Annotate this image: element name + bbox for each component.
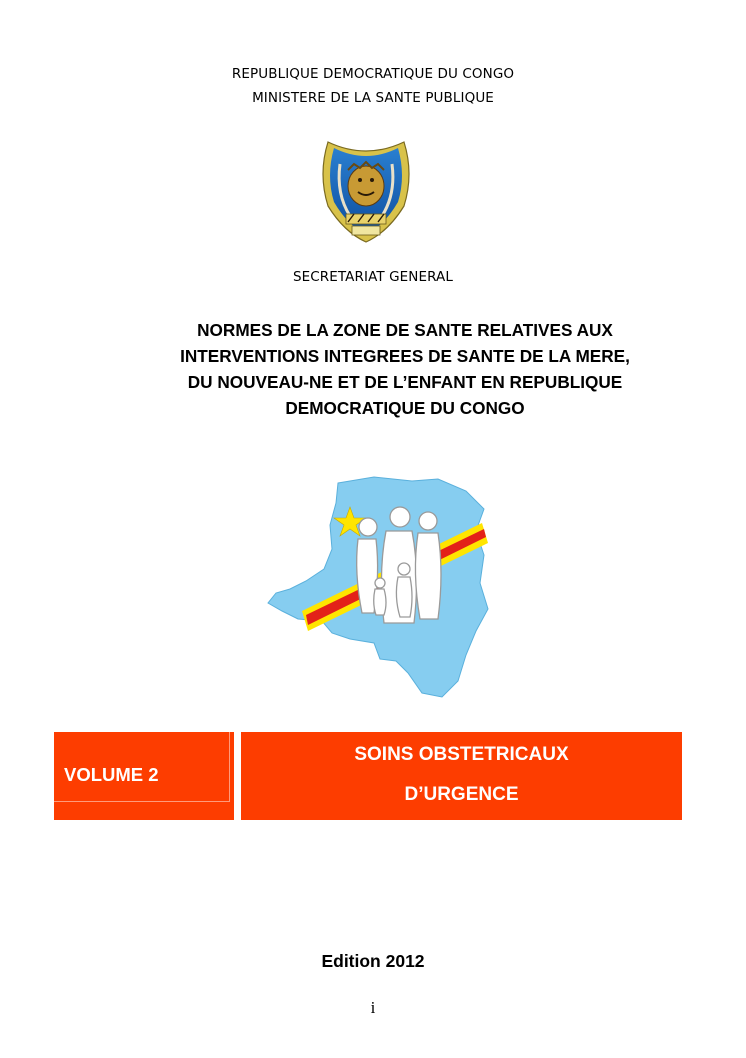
subject-line: SOINS OBSTETRICAUX xyxy=(354,744,569,765)
subject-line: D’URGENCE xyxy=(404,784,519,805)
document-title xyxy=(130,317,680,421)
title-line: NORMES DE LA ZONE DE SANTE RELATIVES AUX xyxy=(197,320,613,340)
secretariat-name: SECRETARIAT GENERAL xyxy=(292,269,454,285)
coat-of-arms-icon xyxy=(318,134,414,246)
title-line: INTERVENTIONS INTEGREES DE SANTE DE LA MERE, xyxy=(180,346,630,366)
page-number: i xyxy=(370,998,376,1017)
drc-map-family-illustration xyxy=(262,473,498,703)
volume-box xyxy=(54,732,234,820)
title-line: DU NOUVEAU-NE ET DE L’ENFANT EN REPUBLIQUE xyxy=(187,372,623,392)
country-name: REPUBLIQUE DEMOCRATIQUE DU CONGO xyxy=(231,66,515,82)
edition-label: Edition 2012 xyxy=(321,951,425,971)
family-figures xyxy=(357,507,441,623)
volume-label: VOLUME 2 xyxy=(64,764,159,785)
subject-box xyxy=(241,732,682,820)
ministry-name: MINISTERE DE LA SANTE PUBLIQUE xyxy=(252,90,494,106)
title-line: DEMOCRATIQUE DU CONGO xyxy=(285,398,525,418)
